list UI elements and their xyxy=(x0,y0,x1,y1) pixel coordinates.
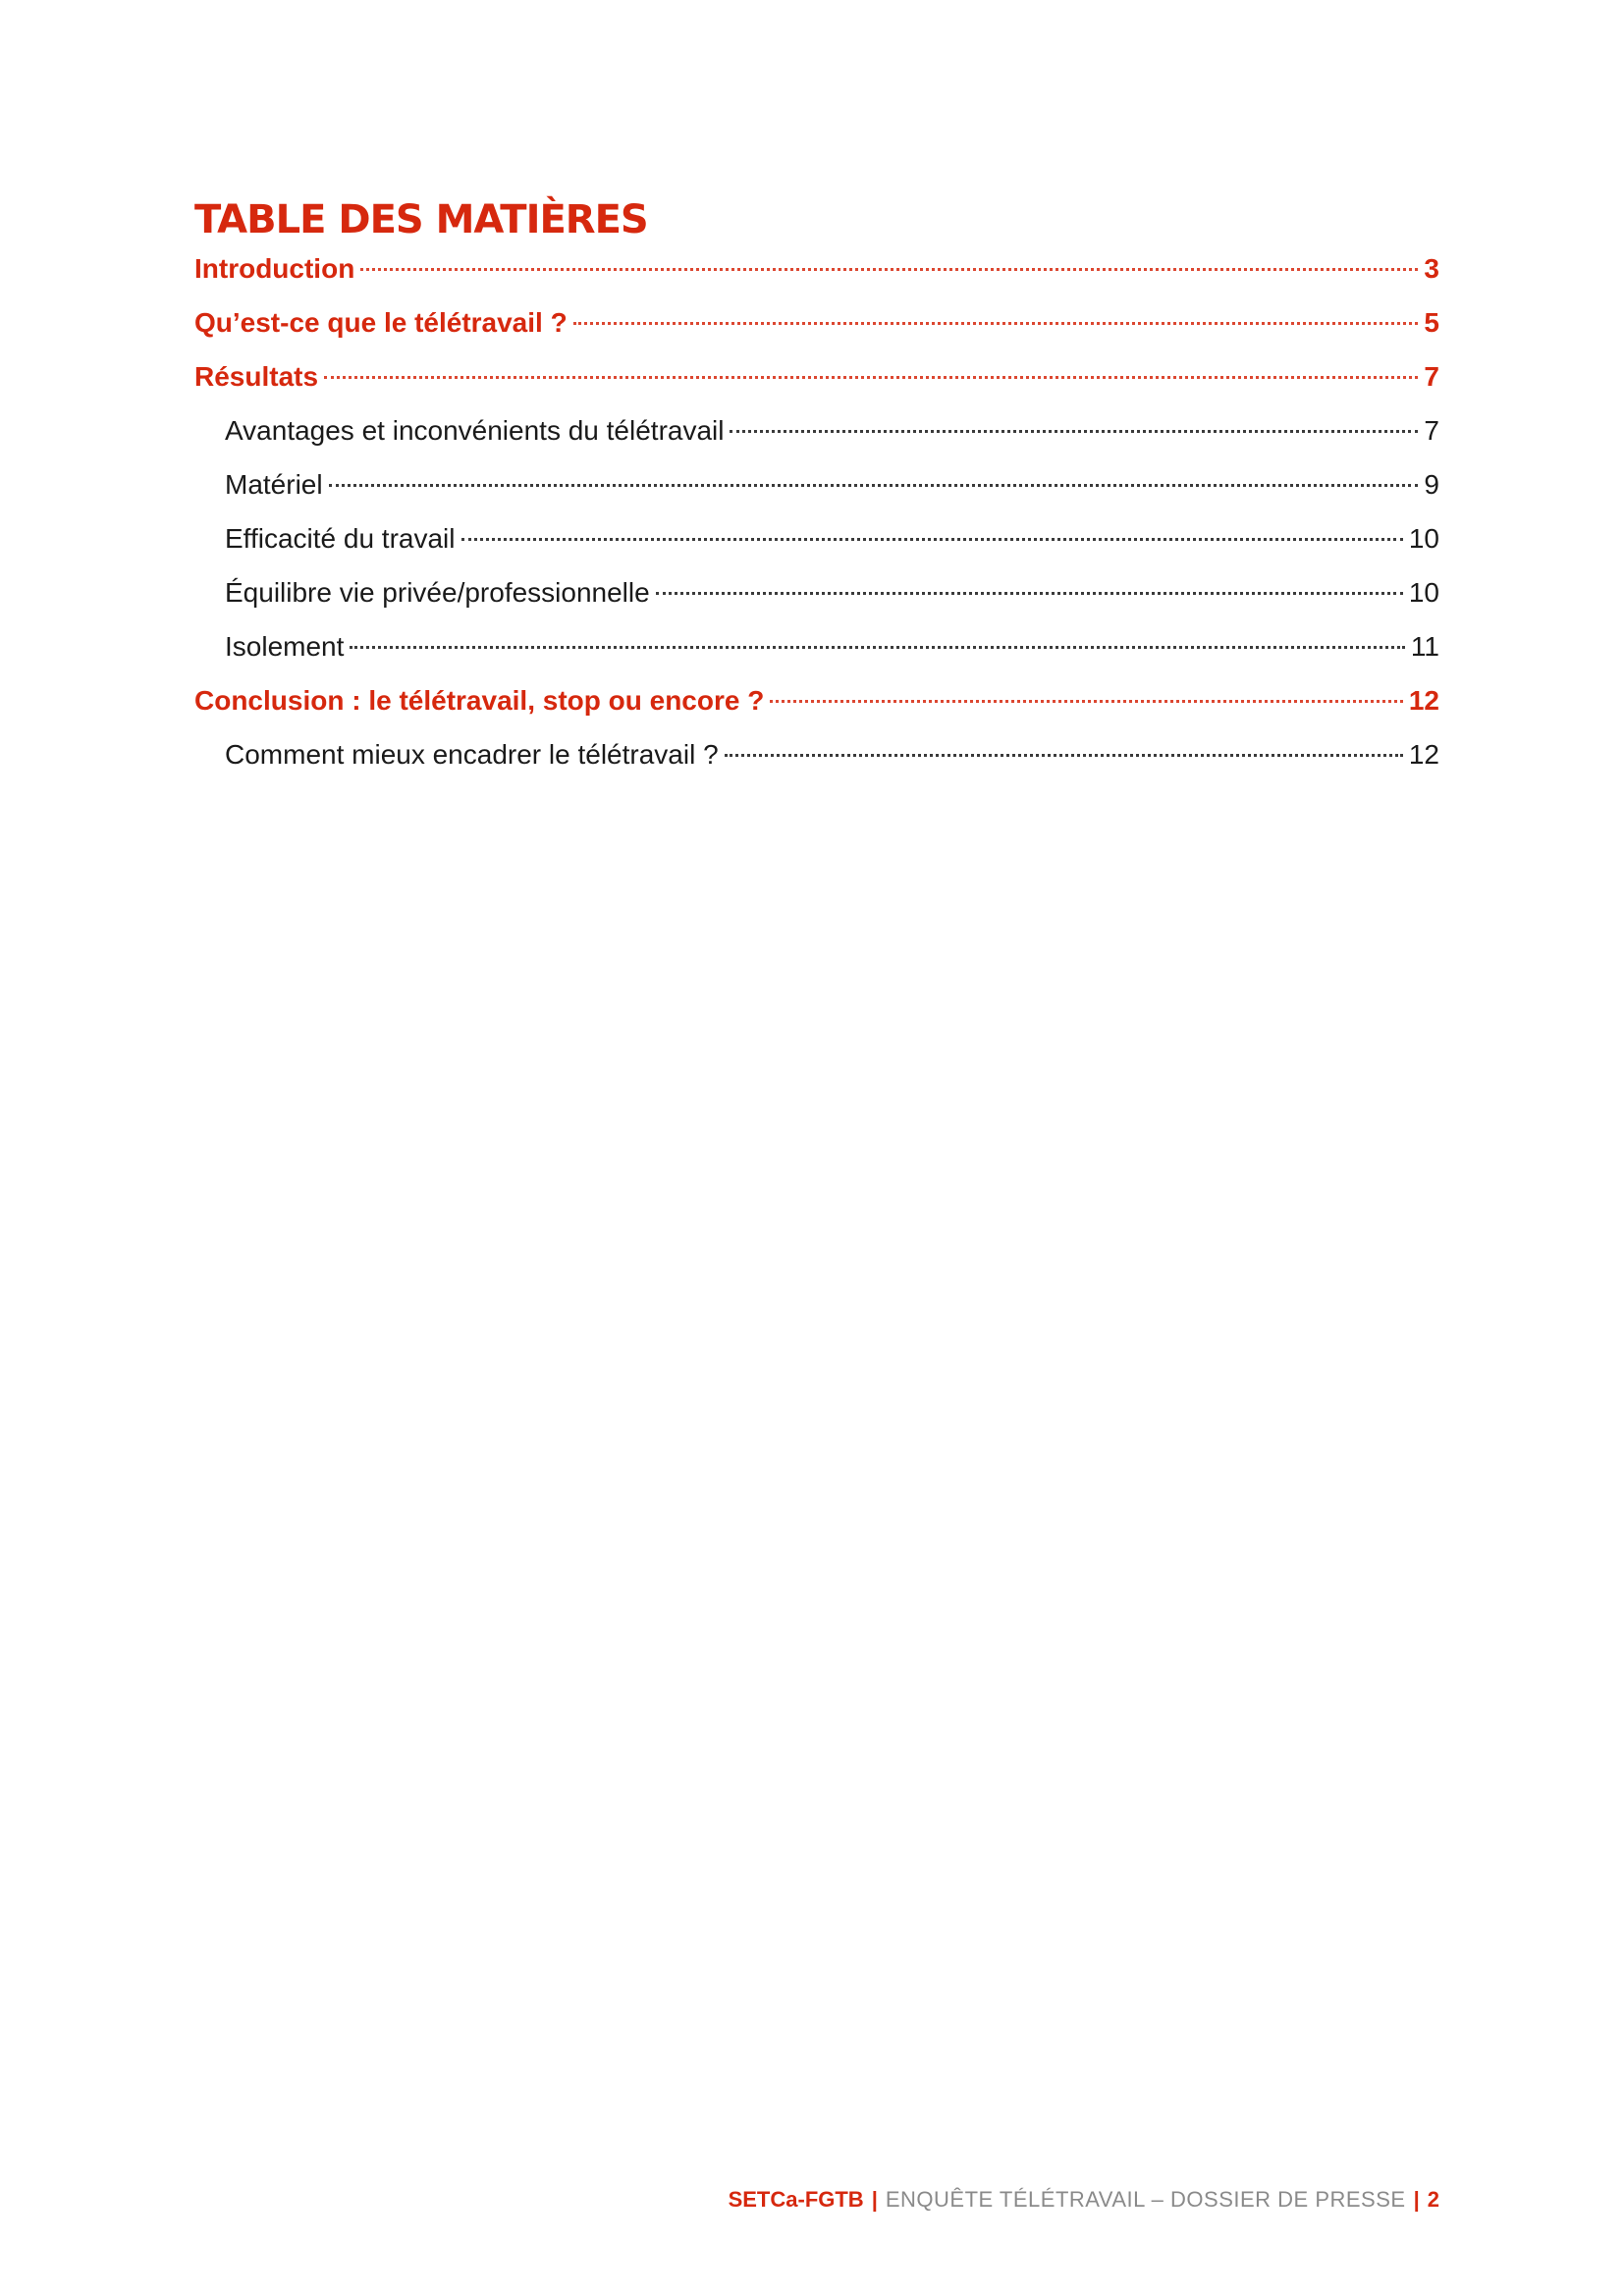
toc-entry-materiel[interactable] xyxy=(194,461,1439,515)
toc-entry-avantages-et-inconvenients[interactable] xyxy=(194,407,1439,461)
dot-leader xyxy=(329,484,1419,487)
toc-entry-isolement[interactable] xyxy=(194,623,1439,677)
toc-entry-label: Avantages et inconvénients du télétravail xyxy=(225,415,725,446)
dot-leader xyxy=(350,646,1405,649)
toc-entry-page-number: 5 xyxy=(1424,307,1439,338)
table-of-contents xyxy=(194,245,1439,785)
toc-entry-page-number: 12 xyxy=(1408,739,1439,770)
toc-entry-label: Comment mieux encadrer le télétravail ? xyxy=(225,739,719,770)
toc-entry-label: Conclusion : le télétravail, stop ou encore ? xyxy=(194,685,765,716)
dot-leader xyxy=(573,322,1419,325)
toc-entry-page-number: 7 xyxy=(1424,415,1439,446)
toc-entry-label: Isolement xyxy=(225,631,345,662)
toc-entry-resultats[interactable] xyxy=(194,353,1439,407)
dot-leader xyxy=(725,754,1403,757)
dot-leader xyxy=(656,592,1403,595)
toc-entry-conclusion[interactable] xyxy=(194,677,1439,731)
dot-leader xyxy=(324,376,1418,379)
toc-entry-quest-ce-que-le-teletravail[interactable] xyxy=(194,299,1439,353)
dot-leader xyxy=(461,538,1403,541)
toc-title: TABLE DES MATIÈRES xyxy=(194,197,648,242)
toc-entry-label: Efficacité du travail xyxy=(225,523,456,554)
dot-leader xyxy=(730,430,1418,433)
toc-entry-page-number: 10 xyxy=(1408,577,1439,608)
footer-document-title: ENQUÊTE TÉLÉTRAVAIL – DOSSIER DE PRESSE xyxy=(885,2187,1406,2212)
dot-leader xyxy=(360,268,1418,271)
toc-entry-page-number: 3 xyxy=(1424,253,1439,284)
toc-entry-page-number: 7 xyxy=(1424,361,1439,392)
toc-entry-label: Qu’est-ce que le télétravail ? xyxy=(194,307,568,338)
toc-entry-label: Introduction xyxy=(194,253,355,284)
toc-entry-page-number: 10 xyxy=(1408,523,1439,554)
footer-separator: | xyxy=(871,2187,878,2212)
footer-separator: | xyxy=(1413,2187,1420,2212)
toc-entry-equilibre-vie-privee[interactable] xyxy=(194,569,1439,623)
toc-entry-label: Résultats xyxy=(194,361,319,392)
toc-entry-label: Équilibre vie privée/professionnelle xyxy=(225,577,650,608)
toc-entry-page-number: 12 xyxy=(1408,685,1439,716)
dot-leader xyxy=(770,700,1403,703)
toc-entry-page-number: 11 xyxy=(1410,631,1439,662)
footer-organization: SETCa-FGTB xyxy=(728,2187,864,2212)
page-footer xyxy=(729,2185,1439,2215)
toc-entry-label: Matériel xyxy=(225,469,323,500)
toc-entry-comment-mieux-encadrer[interactable] xyxy=(194,731,1439,785)
footer-page-number: 2 xyxy=(1427,2187,1439,2212)
toc-entry-introduction[interactable] xyxy=(194,245,1439,299)
toc-entry-efficacite-du-travail[interactable] xyxy=(194,515,1439,569)
toc-entry-page-number: 9 xyxy=(1424,469,1439,500)
